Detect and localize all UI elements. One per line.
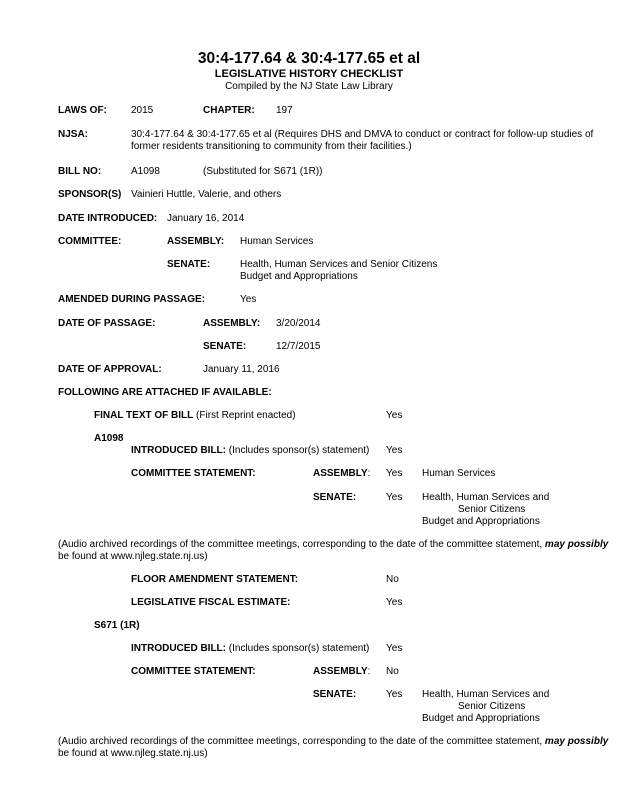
a1098-audio-note-line-2: be found at www.njleg.state.nj.us) — [58, 551, 208, 562]
committee-assembly-label: ASSEMBLY: — [167, 236, 225, 247]
committee-assembly-value: Human Services — [240, 236, 314, 247]
date-of-passage-label: DATE OF PASSAGE: — [58, 318, 156, 329]
s671-audio-note-text: (Audio archived recordings of the committee meetings, corresponding to the date of the committee statement, — [58, 736, 543, 747]
s671-assembly-row — [313, 666, 370, 677]
compiled-by: Compiled by the NJ State Law Library — [225, 81, 393, 92]
amended-label: AMENDED DURING PASSAGE: — [58, 294, 206, 305]
bill-no-note: (Substituted for S671 (1R)) — [203, 166, 323, 177]
s671-committee-statement-label: COMMITTEE STATEMENT: — [131, 666, 256, 677]
a1098-audio-note-text: (Audio archived recordings of the committee meetings, corresponding to the date of the committee statement, — [58, 539, 543, 550]
s671-heading: S671 (1R) — [94, 620, 140, 631]
a1098-fiscal-estimate-value: Yes — [386, 597, 403, 608]
a1098-senate-committee-2: Senior Citizens — [458, 504, 526, 515]
njsa-line-1: 30:4-177.64 & 30:4-177.65 et al (Requires DHS and DMVA to conduct or contract for follow-up studies of — [131, 129, 594, 140]
s671-senate-value: Yes — [386, 689, 403, 700]
passage-senate-value: 12/7/2015 — [276, 341, 321, 352]
passage-assembly-label: ASSEMBLY: — [203, 318, 261, 329]
s671-introduced-row — [131, 643, 369, 654]
a1098-assembly-colon: : — [367, 468, 371, 479]
final-text-note: (First Reprint enacted) — [196, 410, 296, 421]
page-title: 30:4-177.64 & 30:4-177.65 et al — [197, 50, 421, 67]
a1098-introduced-row — [131, 445, 369, 456]
chapter-value: 197 — [276, 105, 293, 116]
page-subtitle: LEGISLATIVE HISTORY CHECKLIST — [214, 68, 404, 80]
bill-no-value: A1098 — [131, 166, 160, 177]
laws-of-label: LAWS OF: — [58, 105, 107, 116]
a1098-assembly-committee: Human Services — [422, 468, 496, 479]
s671-introduced-note: (Includes sponsor(s) statement) — [228, 643, 370, 654]
a1098-introduced-label: INTRODUCED BILL: — [131, 445, 226, 456]
a1098-audio-note-line-1 — [58, 539, 608, 550]
chapter-label: CHAPTER: — [203, 105, 255, 116]
a1098-fiscal-estimate-label: LEGISLATIVE FISCAL ESTIMATE: — [131, 597, 291, 608]
a1098-introduced-value: Yes — [386, 445, 403, 456]
s671-senate-committee-3: Budget and Appropriations — [422, 713, 540, 724]
a1098-heading: A1098 — [94, 433, 124, 444]
a1098-senate-label: SENATE: — [313, 492, 357, 503]
date-of-approval-label: DATE OF APPROVAL: — [58, 364, 162, 375]
sponsors-value: Vainieri Huttle, Valerie, and others — [131, 189, 282, 200]
sponsors-label: SPONSOR(S) — [58, 189, 122, 200]
s671-introduced-label: INTRODUCED BILL: — [131, 643, 226, 654]
s671-audio-note-emphasis: may possibly — [544, 736, 609, 747]
njsa-line-2: former residents transitioning to community from their facilities.) — [131, 141, 412, 152]
njsa-label: NJSA: — [58, 129, 89, 140]
s671-senate-committee-2: Senior Citizens — [458, 701, 526, 712]
passage-senate-label: SENATE: — [203, 341, 247, 352]
s671-audio-note-line-2: be found at www.njleg.state.nj.us) — [58, 748, 208, 759]
amended-value: Yes — [240, 294, 257, 305]
date-introduced-value: January 16, 2014 — [167, 213, 245, 224]
committee-label: COMMITTEE: — [58, 236, 122, 247]
committee-senate-value-1: Health, Human Services and Senior Citizens — [240, 259, 438, 270]
a1098-senate-value: Yes — [386, 492, 403, 503]
final-text-label: FINAL TEXT OF BILL — [94, 410, 194, 421]
a1098-senate-committee-1: Health, Human Services and — [422, 492, 550, 503]
attached-heading: FOLLOWING ARE ATTACHED IF AVAILABLE: — [58, 387, 272, 398]
s671-introduced-value: Yes — [386, 643, 403, 654]
a1098-assembly-row — [313, 468, 370, 479]
a1098-assembly-label: ASSEMBLY — [313, 468, 368, 479]
committee-senate-label: SENATE: — [167, 259, 211, 270]
a1098-floor-amendment-value: No — [386, 574, 399, 585]
bill-no-label: BILL NO: — [58, 166, 102, 177]
a1098-senate-committee-3: Budget and Appropriations — [422, 516, 540, 527]
a1098-committee-statement-label: COMMITTEE STATEMENT: — [131, 468, 256, 479]
final-text-row — [94, 410, 296, 421]
s671-audio-note-line-1 — [58, 736, 608, 747]
laws-of-value: 2015 — [131, 105, 154, 116]
s671-assembly-colon: : — [367, 666, 371, 677]
passage-assembly-value: 3/20/2014 — [276, 318, 321, 329]
s671-senate-committee-1: Health, Human Services and — [422, 689, 550, 700]
committee-senate-value-2: Budget and Appropriations — [240, 271, 358, 282]
date-of-approval-value: January 11, 2016 — [203, 364, 280, 375]
a1098-floor-amendment-label: FLOOR AMENDMENT STATEMENT: — [131, 574, 299, 585]
date-introduced-label: DATE INTRODUCED: — [58, 213, 158, 224]
s671-senate-label: SENATE: — [313, 689, 357, 700]
a1098-assembly-value: Yes — [386, 468, 403, 479]
a1098-audio-note-emphasis: may possibly — [544, 539, 609, 550]
s671-assembly-label: ASSEMBLY — [313, 666, 368, 677]
final-text-value: Yes — [386, 410, 403, 421]
a1098-introduced-note: (Includes sponsor(s) statement) — [228, 445, 370, 456]
s671-assembly-value: No — [386, 666, 399, 677]
